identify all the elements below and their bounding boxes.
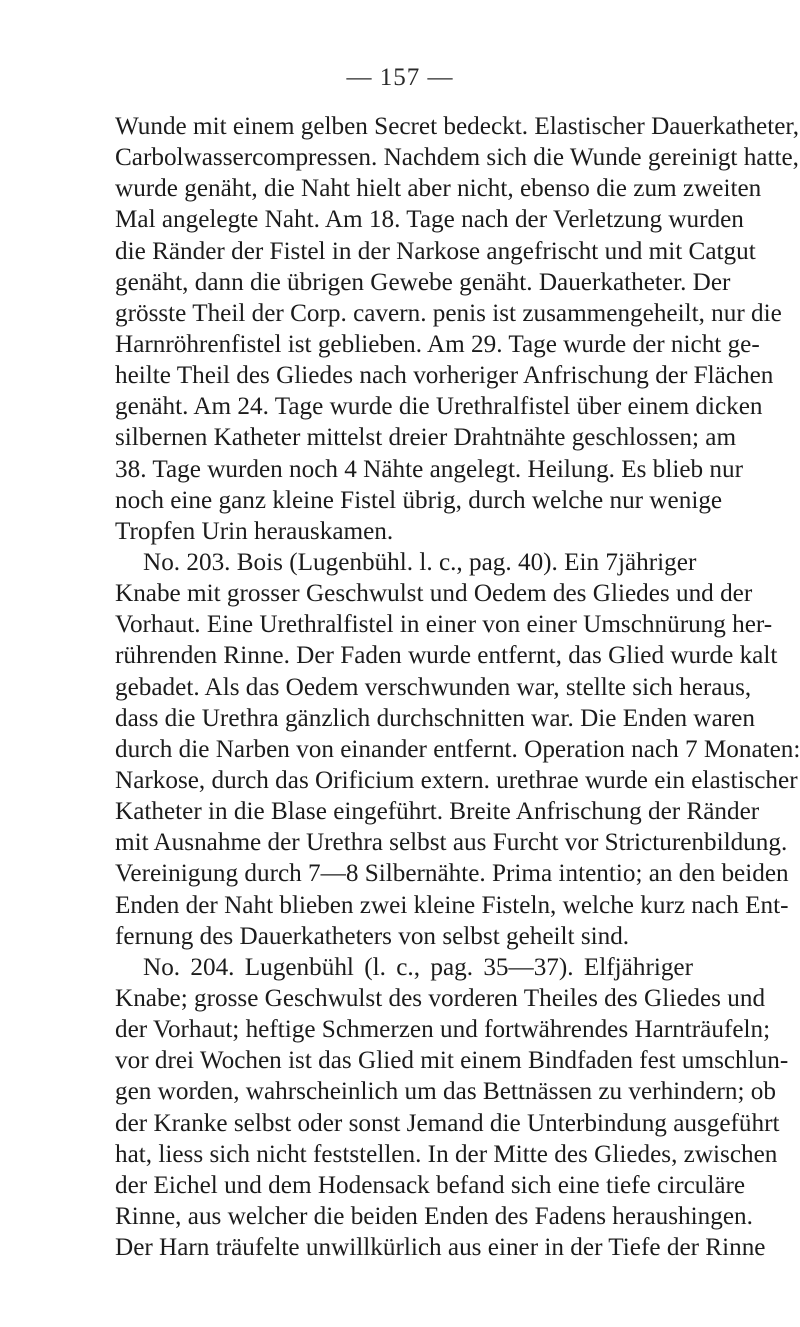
case-heading-line: No. 204. Lugenbühl (l. c., pag. 35—37). Elfjähriger: [143, 953, 693, 981]
text-line: der Eichel und dem Hodensack befand sich eine tiefe circuläre: [115, 1171, 746, 1199]
text-line: durch die Narben von einander entfernt. Operation nach 7 Monaten:: [115, 735, 800, 763]
text-line: Narkose, durch das Orificium extern. urethrae wurde ein elastischer: [115, 766, 798, 794]
text-line: Knabe mit grosser Geschwulst und Oedem des Gliedes und der: [115, 580, 753, 608]
text-line: Vorhaut. Eine Urethralfistel in einer von einer Umschnürung her-: [115, 611, 773, 639]
text-line: Rinne, aus welcher die beiden Enden des Fadens heraushingen.: [115, 1202, 753, 1230]
text-line: Tropfen Urin herauskamen.: [115, 517, 394, 545]
text-line: grösste Theil der Corp. cavern. penis ist zusammengeheilt, nur die: [115, 299, 782, 327]
body-text: [115, 111, 800, 1263]
case-heading-line: No. 203. Bois (Lugenbühl. l. c., pag. 40). Ein 7jähriger: [143, 548, 697, 576]
text-line: die Ränder der Fistel in der Narkose angefrischt und mit Catgut: [115, 237, 756, 265]
text-line: 38. Tage wurden noch 4 Nähte angelegt. Heilung. Es blieb nur: [115, 455, 743, 483]
text-line: Carbolwassercompressen. Nachdem sich die Wunde gereinigt hatte,: [115, 144, 799, 172]
text-line: gen worden, wahrscheinlich um das Bettnässen zu verhindern; ob: [115, 1078, 776, 1106]
text-line: Enden der Naht blieben zwei kleine Fisteln, welche kurz nach Ent-: [115, 891, 789, 919]
text-line: der Vorhaut; heftige Schmerzen und fortwährendes Harnträufeln;: [115, 1016, 771, 1044]
text-line: Knabe; grosse Geschwulst des vorderen Theiles des Gliedes und: [115, 984, 766, 1012]
text-line: der Kranke selbst oder sonst Jemand die Unterbindung ausgeführt: [115, 1109, 780, 1137]
text-line: vor drei Wochen ist das Glied mit einem Bindfaden fest umschlun-: [115, 1047, 789, 1075]
text-line: heilte Theil des Gliedes nach vorheriger Anfrischung der Flächen: [115, 362, 774, 390]
text-line: fernung des Dauerkatheters von selbst geheilt sind.: [115, 922, 630, 950]
text-line: hat, liess sich nicht feststellen. In der Mitte des Gliedes, zwischen: [115, 1140, 778, 1168]
text-line: Der Harn träufelte unwillkürlich aus einer in der Tiefe der Rinne: [115, 1234, 766, 1262]
text-line: silbernen Katheter mittelst dreier Drahtnähte geschlossen; am: [115, 424, 737, 452]
text-line: Katheter in die Blase eingeführt. Breite Anfrischung der Ränder: [115, 798, 760, 826]
text-line: mit Ausnahme der Urethra selbst aus Furcht vor Stricturenbildung.: [115, 829, 788, 857]
text-line: wurde genäht, die Naht hielt aber nicht, ebenso die zum zweiten: [115, 175, 762, 203]
text-line: dass die Urethra gänzlich durchschnitten war. Die Enden waren: [115, 704, 755, 732]
text-line: noch eine ganz kleine Fistel übrig, durch welche nur wenige: [115, 486, 723, 514]
text-line: Mal angelegte Naht. Am 18. Tage nach der Verletzung wurden: [115, 206, 744, 234]
text-line: Vereinigung durch 7—8 Silbernähte. Prima intentio; an den beiden: [115, 860, 789, 888]
text-line: gebadet. Als das Oedem verschwunden war, stellte sich heraus,: [115, 673, 752, 701]
text-line: genäht. Am 24. Tage wurde die Urethralfistel über einem dicken: [115, 393, 763, 421]
text-line: rührenden Rinne. Der Faden wurde entfernt, das Glied wurde kalt: [115, 642, 778, 670]
text-line: genäht, dann die übrigen Gewebe genäht. Dauerkatheter. Der: [115, 268, 731, 296]
text-line: Wunde mit einem gelben Secret bedeckt. Elastischer Dauerkatheter,: [115, 113, 800, 140]
page-number: — 157 —: [346, 64, 454, 91]
text-line: Harnröhrenfistel ist geblieben. Am 29. Tage wurde der nicht ge-: [115, 330, 760, 358]
